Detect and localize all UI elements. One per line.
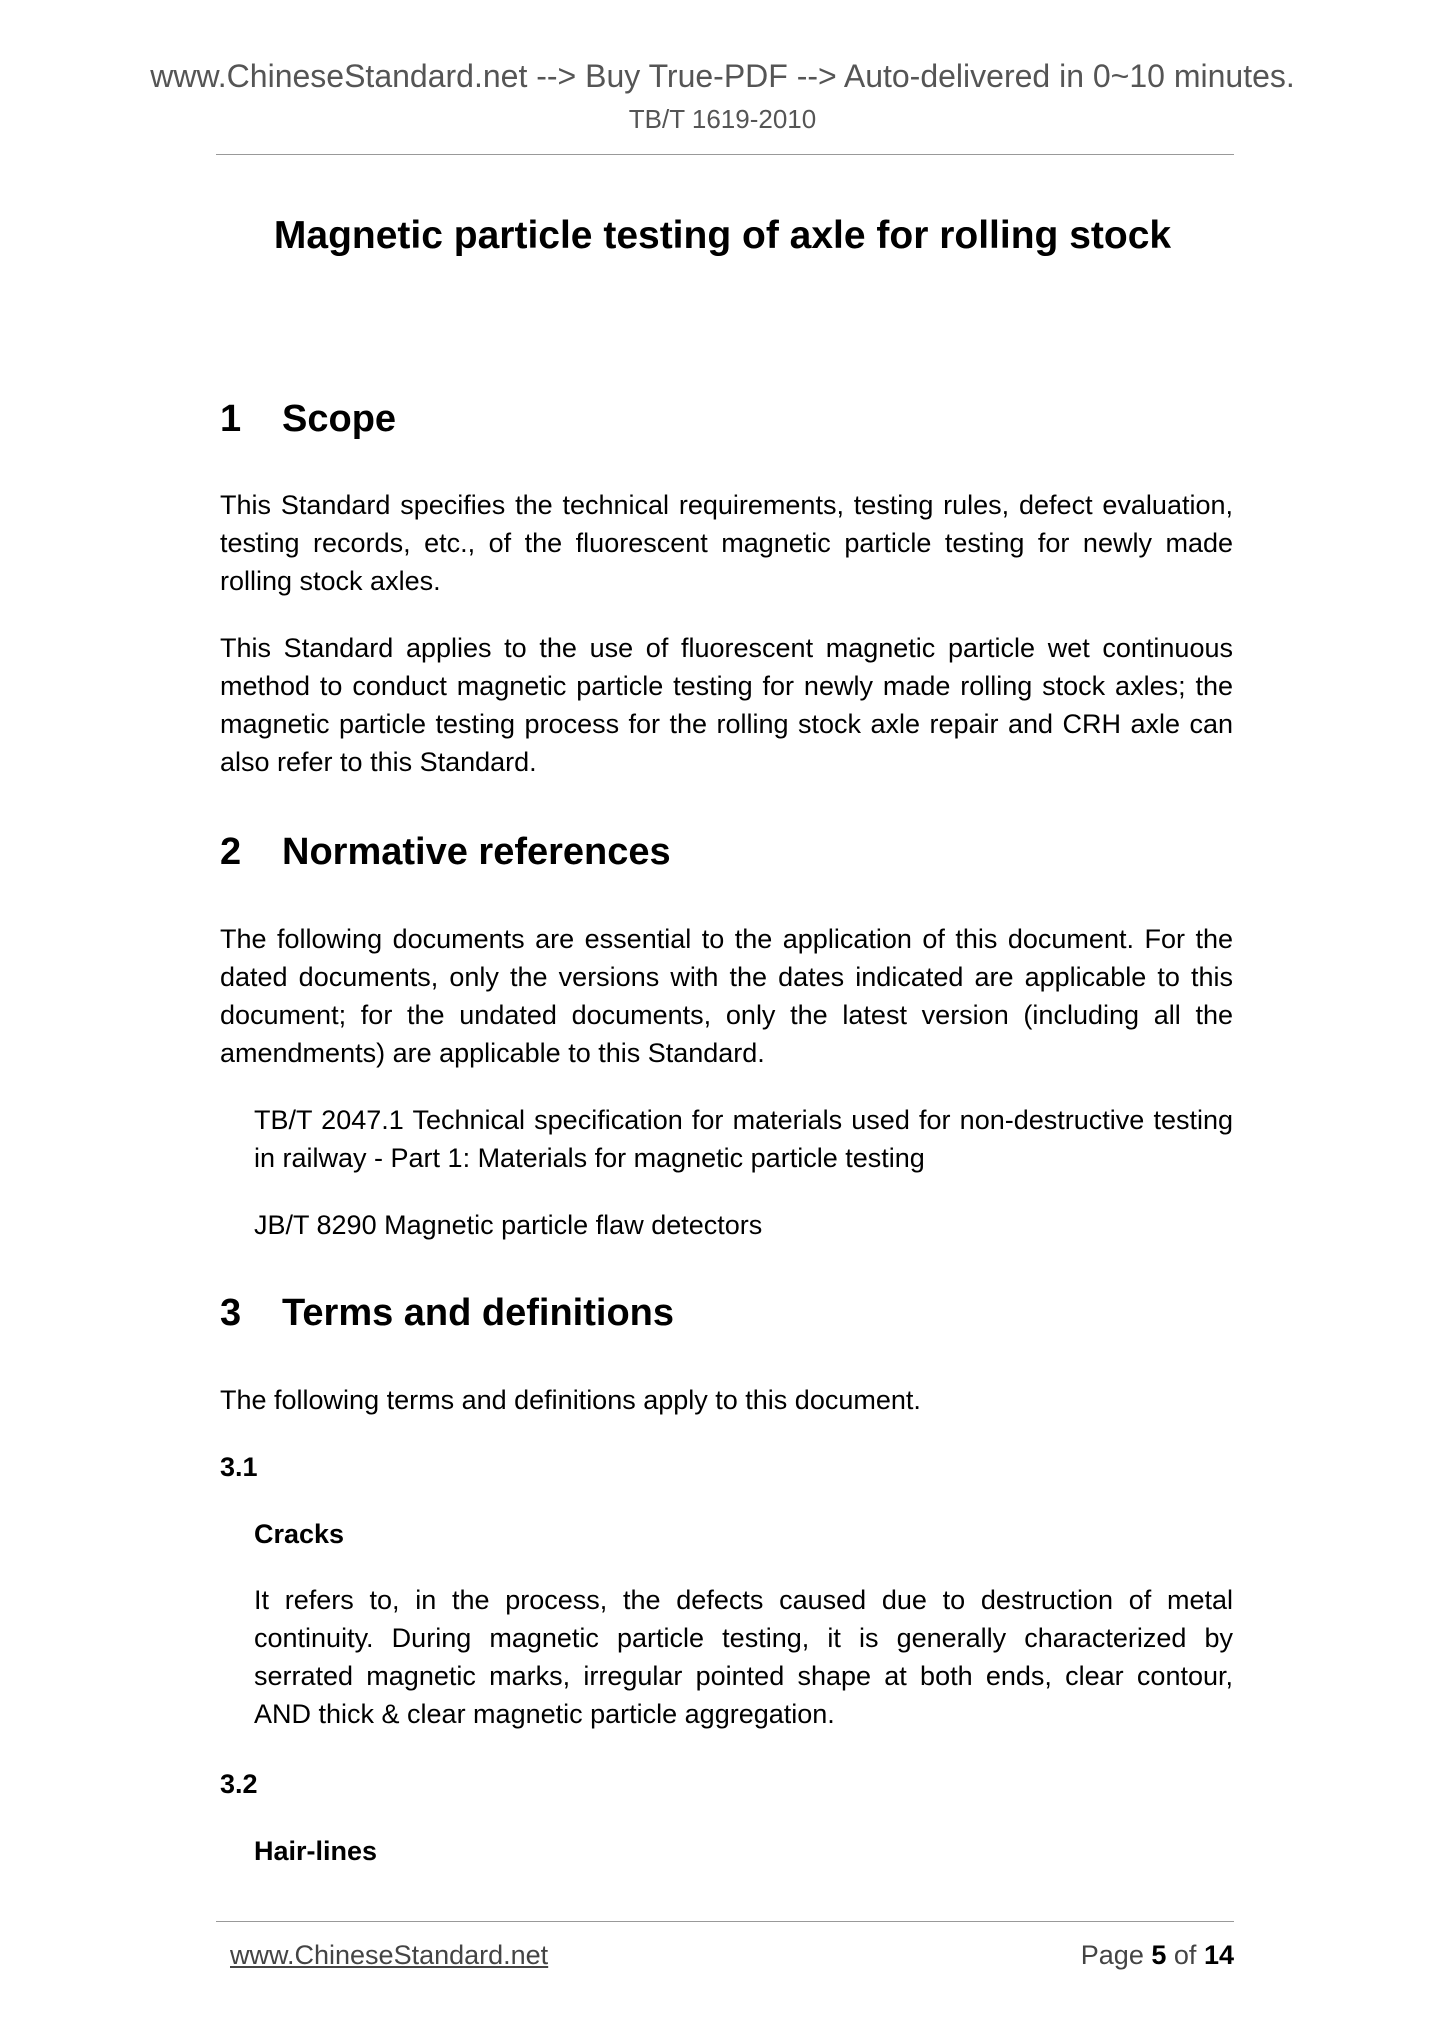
term-name: Cracks [254,1519,345,1549]
reference-item: TB/T 2047.1 Technical specification for materials used for non-destructive testing in railway - Part 1: Materials for magnetic particle testing [254,1105,1233,1173]
scope-paragraph-2: This Standard applies to the use of fluorescent magnetic particle wet continuous method to conduct magnetic particle testing for newly made rolling stock axles; the magnetic particle testing process for the rolling stock axle repair and CRH axle can also refer to this Standard. [220,633,1233,777]
section-heading-scope [220,398,396,441]
section-number: 3 [220,1292,242,1334]
terms-intro-paragraph: The following terms and definitions apply to this document. [220,1385,921,1415]
page-number [1081,1940,1234,1971]
term-name: Hair-lines [254,1836,378,1866]
document-title: Magnetic particle testing of axle for rolling stock [273,214,1172,257]
normative-intro-paragraph: The following documents are essential to the application of this document. For the dated documents, only the versions with the dates indicated are applicable to this document; for the undated documents, only the latest version (including all the amendments) are applicable to this Standard. [220,924,1233,1068]
section-number: 1 [220,398,242,440]
header-divider [216,154,1234,155]
total-pages: 14 [1203,1940,1234,1970]
section-number: 2 [220,831,242,873]
section-title: Normative references [282,831,671,873]
page-of-label: of [1173,1940,1197,1970]
header-standard-code: TB/T 1619-2010 [628,104,817,134]
header-banner: www.ChineseStandard.net --> Buy True-PDF --> Auto-delivered in 0~10 minutes. [150,58,1295,94]
footer-website-link[interactable]: www.ChineseStandard.net [230,1940,549,1970]
term-number: 3.2 [220,1769,258,1799]
footer-divider [216,1921,1234,1922]
term-definition: It refers to, in the process, the defects caused due to destruction of metal continuity. During magnetic particle testing, it is generally characterized by serrated magnetic marks, irregular pointed shape at both ends, clear contour, AND thick & clear magnetic particle aggregation. [254,1585,1233,1729]
section-title: Scope [282,398,397,440]
scope-paragraph-1: This Standard specifies the technical requirements, testing rules, defect evaluation, testing records, etc., of the fluorescent magnetic particle testing for newly made rolling stock axles. [220,490,1233,596]
page-label: Page [1080,1940,1144,1970]
reference-item: JB/T 8290 Magnetic particle flaw detectors [254,1210,763,1240]
term-number: 3.1 [220,1452,258,1482]
current-page: 5 [1151,1940,1167,1970]
section-heading-normative-references [220,831,671,874]
section-heading-terms-definitions [220,1292,674,1335]
section-title: Terms and definitions [282,1292,675,1334]
